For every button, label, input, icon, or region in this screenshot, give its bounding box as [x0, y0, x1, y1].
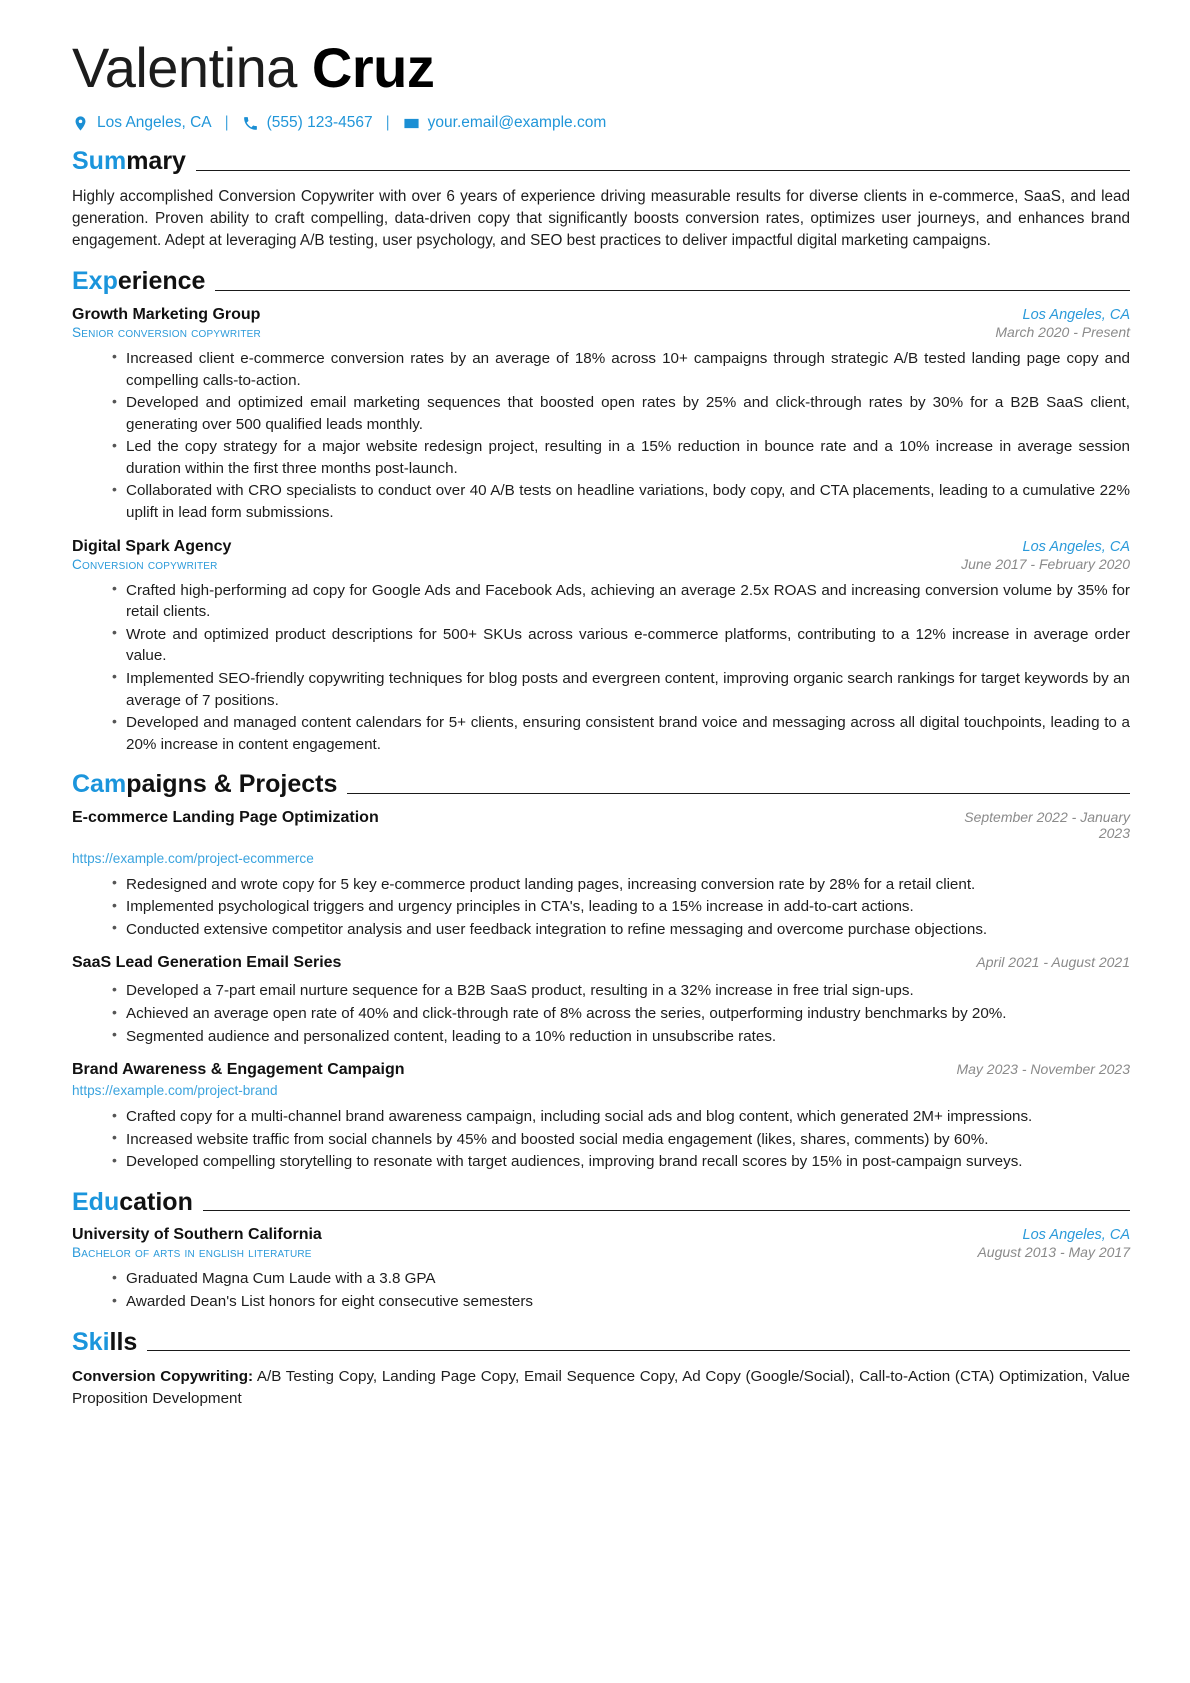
contact-email-text: your.email@example.com [427, 114, 607, 132]
experience-entry-top [72, 538, 1130, 556]
list-item: • Segmented audience and personalized content, leading to a 10% reduction in unsubscribe rates. [112, 1026, 1130, 1048]
section-rule [203, 1210, 1130, 1211]
list-item: • Crafted copy for a multi-channel brand awareness campaign, including social ads and blog content, which generated 2M+ impressions. [112, 1106, 1130, 1128]
last-name: Cruz [311, 36, 435, 99]
contact-phone-text: (555) 123-4567 [266, 114, 373, 132]
list-item: • Led the copy strategy for a major website redesign project, resulting in a 15% reduction in bounce rate and a 10% increase in average session duration within the first three months post-launch. [112, 436, 1130, 479]
list-item: • Increased client e-commerce conversion rates by an average of 18% across 10+ campaigns through strategic A/B tested landing page copy and compelling calls-to-action. [112, 348, 1130, 391]
section-experience [72, 268, 1130, 755]
summary-body: Highly accomplished Conversion Copywriter with over 6 years of experience driving measurable results for diverse clients in e-commerce, SaaS, and lead generation. Proven ability to craft compelling, data-driven copy that significantly boosts conversion rates, optimizes user journeys, and enhances brand engagement. Adept at leveraging A/B testing, user psychology, and SEO best practices to deliver impactful digital marketing campaigns. [72, 187, 1130, 250]
list-item: • Developed and managed content calendars for 5+ clients, ensuring consistent brand voice and messaging across all digital touchpoints, leading to a 20% increase in content engagement. [112, 712, 1130, 755]
job-dates: March 2020 - Present [995, 323, 1130, 340]
project-entry [72, 1061, 1130, 1173]
section-education [72, 1189, 1130, 1313]
contact-separator-2: | [385, 114, 390, 132]
list-item: • Developed and optimized email marketing sequences that boosted open rates by 25% and click-through rates by 30% for a B2B SaaS client, generating over 500 qualified leads monthly. [112, 392, 1130, 435]
experience-entry [72, 538, 1130, 756]
company-location: Los Angeles, CA [1022, 538, 1130, 555]
list-item: • Achieved an average open rate of 40% and click-through rate of 8% across the series, outperforming industry benchmarks by 20%. [112, 1003, 1130, 1025]
section-campaigns [72, 771, 1130, 1173]
contact-phone[interactable] [242, 114, 373, 132]
contact-email[interactable] [403, 114, 607, 132]
list-item: • Collaborated with CRO specialists to conduct over 40 A/B tests on headline variations, body copy, and CTA placements, leading to a cumulative 22% uplift in lead form submissions. [112, 480, 1130, 523]
experience-entry-top [72, 306, 1130, 324]
project-bullets [72, 874, 1130, 941]
map-pin-icon [72, 115, 89, 132]
section-title-highlight: Ski [72, 1327, 110, 1356]
education-entry-sub [72, 1244, 1130, 1260]
list-item: • Awarded Dean's List honors for eight consecutive semesters [112, 1291, 1130, 1313]
project-dates: April 2021 - August 2021 [976, 954, 1130, 971]
section-title-summary [72, 148, 186, 176]
section-title-campaigns [72, 771, 337, 799]
page-title [72, 38, 1130, 98]
education-entry [72, 1226, 1130, 1312]
section-header-summary [72, 148, 1130, 176]
list-item: • Graduated Magna Cum Laude with a 3.8 GPA [112, 1268, 1130, 1290]
list-item: • Implemented psychological triggers and urgency principles in CTA's, leading to a 15% increase in add-to-cart actions. [112, 896, 1130, 918]
contact-line [72, 114, 1130, 132]
section-header-skills [72, 1329, 1130, 1357]
project-entry-top [72, 809, 1130, 841]
skill-group-items: A/B Testing Copy, Landing Page Copy, Email Sequence Copy, Ad Copy (Google/Social), Call-to-Action (CTA) Optimization, Value Proposition Development [72, 1368, 1131, 1408]
section-rule [215, 290, 1130, 291]
skill-group [72, 1366, 1130, 1410]
list-item: • Crafted high-performing ad copy for Google Ads and Facebook Ads, achieving an average 2.5x ROAS and increasing conversion volume by 35% for retail clients. [112, 580, 1130, 623]
school-location: Los Angeles, CA [1022, 1227, 1130, 1244]
company-name: Growth Marketing Group [72, 305, 261, 323]
list-item: • Wrote and optimized product descriptions for 500+ SKUs across various e-commerce platforms, contributing to a 12% increase in average order value. [112, 624, 1130, 667]
section-rule [196, 170, 1130, 171]
project-bullets [72, 980, 1130, 1047]
project-entry-top [72, 1061, 1130, 1079]
job-dates: June 2017 - February 2020 [961, 555, 1130, 572]
section-header-experience [72, 268, 1130, 296]
section-skills [72, 1329, 1130, 1411]
section-title-highlight: Sum [72, 147, 127, 176]
experience-entry-sub [72, 556, 1130, 572]
company-name: Digital Spark Agency [72, 537, 232, 555]
project-bullets [72, 1106, 1130, 1173]
section-rule [347, 793, 1130, 794]
section-title-rest: cation [119, 1187, 193, 1216]
section-title-highlight: Edu [72, 1187, 120, 1216]
experience-entry [72, 306, 1130, 524]
section-title-highlight: Cam [72, 770, 127, 799]
experience-entry-sub [72, 324, 1130, 340]
degree-dates: August 2013 - May 2017 [977, 1244, 1130, 1261]
contact-location-text: Los Angeles, CA [97, 114, 212, 132]
skill-group-label: Conversion Copywriting: [72, 1368, 254, 1386]
project-entry [72, 809, 1130, 941]
project-url[interactable]: https://example.com/project-brand [72, 1083, 278, 1099]
list-item: • Increased website traffic from social channels by 45% and boosted social media engagement (likes, shares, comments) by 60%. [112, 1129, 1130, 1151]
section-summary [72, 148, 1130, 252]
project-name: E-commerce Landing Page Optimization [72, 808, 379, 826]
section-title-rest: paigns & Projects [126, 770, 338, 799]
project-entry-top [72, 954, 1130, 972]
project-dates: September 2022 - January 2023 [964, 808, 1130, 841]
project-entry [72, 954, 1130, 1047]
job-title: Senior conversion copywriter [72, 324, 261, 340]
resume-header [72, 38, 1130, 132]
list-item: • Implemented SEO-friendly copywriting techniques for blog posts and evergreen content, improving organic search rankings for target keywords by an average of 7 positions. [112, 668, 1130, 711]
section-rule [147, 1350, 1130, 1351]
project-url[interactable]: https://example.com/project-ecommerce [72, 850, 314, 866]
project-dates: May 2023 - November 2023 [956, 1061, 1130, 1078]
list-item: • Developed a 7-part email nurture sequence for a B2B SaaS product, resulting in a 32% increase in free trial sign-ups. [112, 980, 1130, 1002]
phone-icon [242, 115, 259, 132]
contact-separator-1: | [224, 114, 229, 132]
section-title-rest: erience [117, 267, 206, 296]
list-item: • Conducted extensive competitor analysis and user feedback integration to refine messaging and overcome purchase objections. [112, 919, 1130, 941]
section-title-education [72, 1189, 193, 1217]
section-title-skills [72, 1329, 137, 1357]
section-title-highlight: Exp [72, 267, 118, 296]
project-name: Brand Awareness & Engagement Campaign [72, 1061, 405, 1079]
job-title: Conversion copywriter [72, 556, 218, 572]
company-location: Los Angeles, CA [1022, 306, 1130, 323]
section-title-rest: mary [126, 147, 186, 176]
section-header-education [72, 1189, 1130, 1217]
education-bullets [72, 1268, 1130, 1312]
first-name: Valentina [72, 36, 312, 99]
section-header-campaigns [72, 771, 1130, 799]
experience-bullets [72, 580, 1130, 756]
education-entry-top [72, 1226, 1130, 1244]
section-title-experience [72, 268, 205, 296]
project-name: SaaS Lead Generation Email Series [72, 954, 342, 972]
section-title-rest: lls [109, 1327, 138, 1356]
contact-location [72, 114, 212, 132]
experience-bullets [72, 348, 1130, 524]
list-item: • Redesigned and wrote copy for 5 key e-commerce product landing pages, increasing conversion rate by 28% for a retail client. [112, 874, 1130, 896]
school-name: University of Southern California [72, 1226, 322, 1244]
envelope-icon [403, 115, 420, 132]
list-item: • Developed compelling storytelling to resonate with target audiences, improving brand recall scores by 15% in post-campaign surveys. [112, 1151, 1130, 1173]
degree-title: Bachelor of arts in english literature [72, 1245, 312, 1261]
